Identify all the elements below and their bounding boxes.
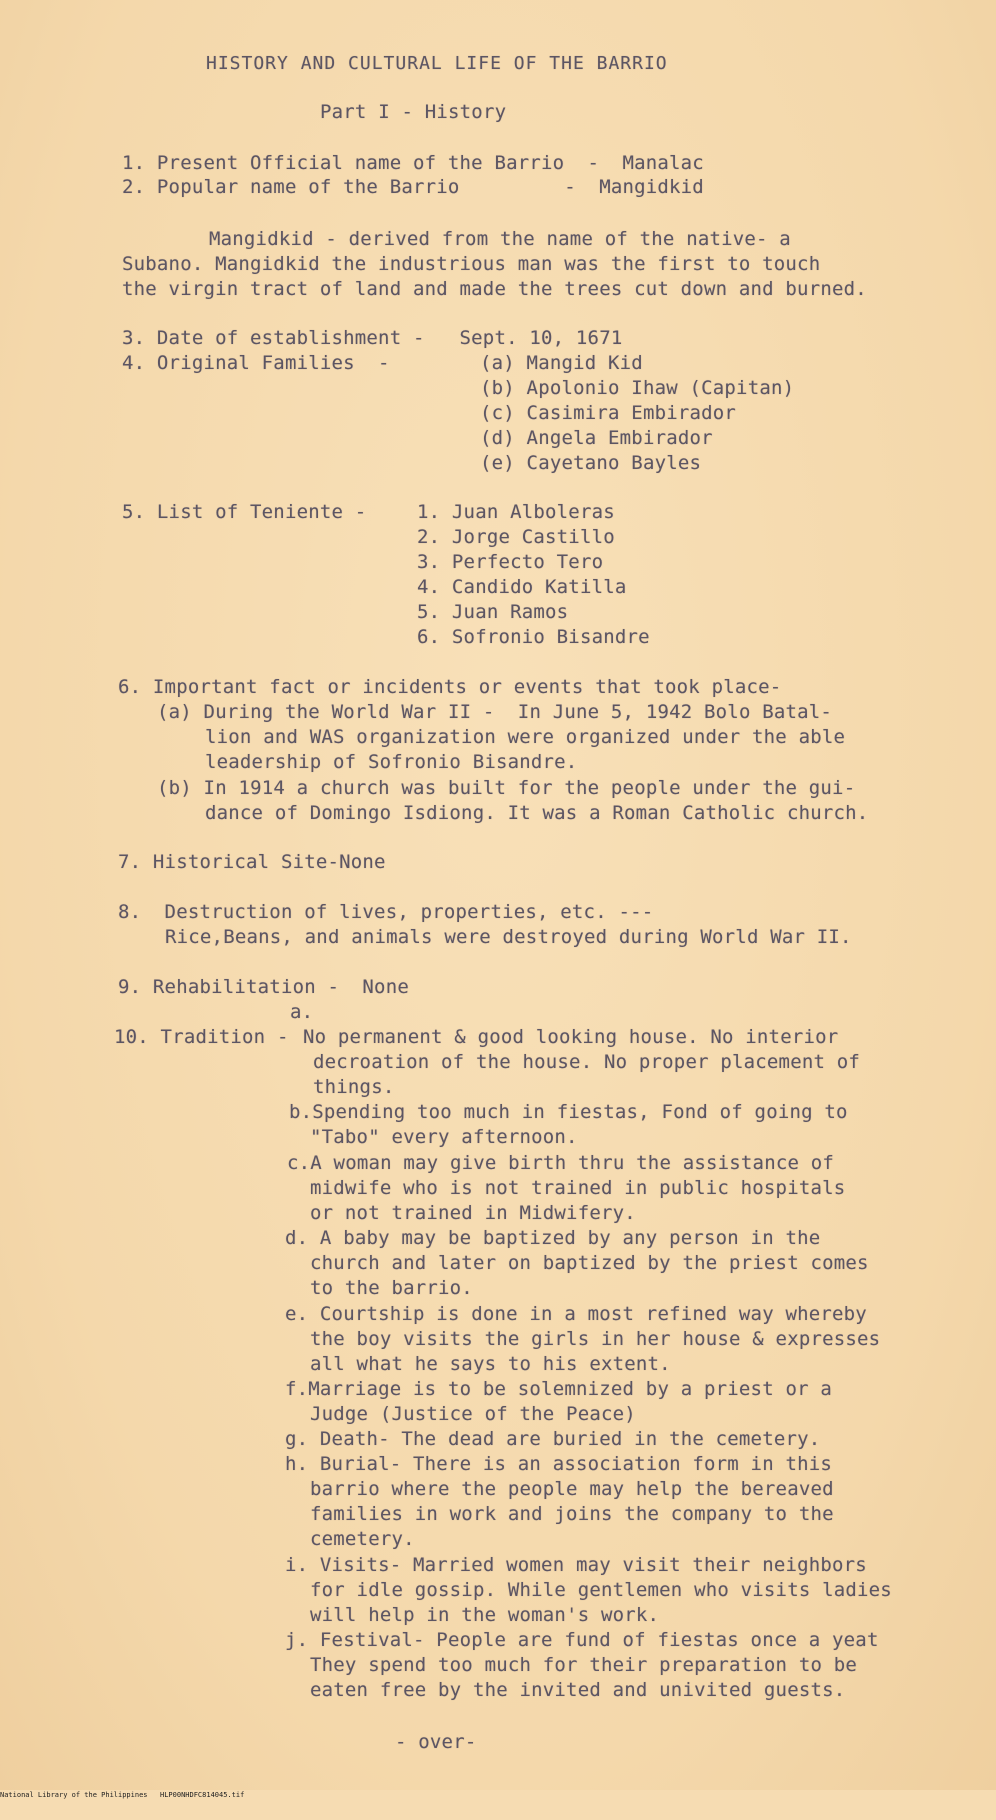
tradition-line: will help in the woman's work. xyxy=(310,1604,660,1626)
tradition-line: cemetery. xyxy=(310,1528,415,1550)
tradition-line: midwife who is not trained in public hospitals xyxy=(310,1177,846,1199)
tradition-line: f.Marriage is to be solemnized by a priest or a xyxy=(285,1378,833,1400)
establishment-date-line: 3. Date of establishment - Sept. 10, 1671 xyxy=(122,327,623,349)
popular-name-line: 2. Popular name of the Barrio - Mangidkid xyxy=(122,176,704,198)
family-item: (b) Apolonio Ihaw (Capitan) xyxy=(480,377,795,399)
tradition-line: g. Death- The dead are buried in the cemetery. xyxy=(285,1428,821,1450)
tradition-line: i. Visits- Married women may visit their neighbors xyxy=(285,1554,867,1576)
tenientes-label: 5. List of Teniente - xyxy=(122,501,367,523)
teniente-item: 3. Perfecto Tero xyxy=(417,551,604,573)
teniente-item: 2. Jorge Castillo xyxy=(417,526,615,548)
rehabilitation-line: 9. Rehabilitation - None xyxy=(118,976,409,998)
family-item: (a) Mangid Kid xyxy=(480,352,643,374)
tradition-line: Judge (Justice of the Peace) xyxy=(310,1403,636,1425)
events-heading: 6. Important fact or incidents or events that took place- xyxy=(118,676,782,698)
tradition-line: e. Courtship is done in a most refined way whereby xyxy=(285,1303,867,1325)
tradition-line: eaten free by the invited and univited guests. xyxy=(310,1679,846,1701)
tradition-line: j. Festival- People are fund of fiestas once a yeat xyxy=(285,1629,879,1651)
tradition-line: barrio where the people may help the bereaved xyxy=(310,1478,834,1500)
teniente-item: 5. Juan Ramos xyxy=(417,601,569,623)
destruction-line-2: Rice,Beans, and animals were destroyed during World War II. xyxy=(165,926,852,948)
tradition-line: for idle gossip. While gentlemen who visits ladies xyxy=(310,1579,892,1601)
family-item: (e) Cayetano Bayles xyxy=(480,452,702,474)
tradition-line: church and later on baptized by the priest comes xyxy=(310,1252,869,1274)
events-line: (a) During the World War II - In June 5, 1942 Bolo Batal- xyxy=(157,701,833,723)
teniente-item: 4. Candido Katilla xyxy=(417,576,627,598)
name-origin-line-2: Subano. Mangidkid the industrious man was the first to touch xyxy=(122,253,821,275)
historical-site-line: 7. Historical Site-None xyxy=(118,851,386,873)
events-line: (b) In 1914 a church was built for the people under the gui- xyxy=(157,777,856,799)
destruction-line-1: 8. Destruction of lives, properties, etc. --- xyxy=(118,901,654,923)
page-over-marker: - over- xyxy=(395,1731,477,1753)
tradition-line: "Tabo" every afternoon. xyxy=(310,1126,578,1148)
teniente-item: 1. Juan Alboleras xyxy=(417,501,615,523)
tradition-line: the boy visits the girls in her house & expresses xyxy=(310,1328,881,1350)
family-item: (d) Angela Embirador xyxy=(480,427,713,449)
tradition-line: to the barrio. xyxy=(310,1277,473,1299)
teniente-item: 6. Sofronio Bisandre xyxy=(417,626,650,648)
scan-footer xyxy=(0,1790,996,1800)
original-families-label: 4. Original Families - xyxy=(122,352,390,374)
name-origin-line-3: the virgin tract of land and made the trees cut down and burned. xyxy=(122,278,867,300)
tradition-line: things. xyxy=(313,1076,395,1098)
tradition-line: all what he says to his extent. xyxy=(310,1353,671,1375)
tradition-line: d. A baby may be baptized by any person in the xyxy=(285,1227,821,1249)
name-origin-line-1: Mangidkid - derived from the name of the native- a xyxy=(209,228,791,250)
tradition-label: 10. Tradition - xyxy=(114,1026,289,1048)
tradition-line: c.A woman may give birth thru the assistance of xyxy=(287,1152,835,1174)
events-line: dance of Domingo Isdiong. It was a Roman Catholic church. xyxy=(205,802,869,824)
official-name-line: 1. Present Official name of the Barrio - Manalac xyxy=(122,152,704,174)
tradition-line: or not trained in Midwifery. xyxy=(310,1202,636,1224)
tradition-line: No permanent & good looking house. No interior xyxy=(303,1026,839,1048)
tradition-line: They spend too much for their preparation to be xyxy=(310,1654,858,1676)
tradition-line: families in work and joins the company to the xyxy=(310,1503,834,1525)
tradition-a-marker: a. xyxy=(290,1001,314,1023)
events-line: leadership of Sofronio Bisandre. xyxy=(205,751,578,773)
part-heading: Part I - History xyxy=(320,101,507,123)
footer-file-name: HLP00NHDFC814045.tif xyxy=(160,1791,245,1799)
footer-library-name: National Library of the Philippines xyxy=(0,1791,148,1799)
tradition-line: decroation of the house. No proper placement of xyxy=(313,1051,861,1073)
family-item: (c) Casimira Embirador xyxy=(480,402,737,424)
tradition-line: b.Spending too much in fiestas, Fond of going to xyxy=(289,1101,848,1123)
events-line: lion and WAS organization were organized under the able xyxy=(205,726,846,748)
tradition-line: h. Burial- There is an association form in this xyxy=(285,1453,833,1475)
document-title: HISTORY AND CULTURAL LIFE OF THE BARRIO xyxy=(206,53,668,74)
